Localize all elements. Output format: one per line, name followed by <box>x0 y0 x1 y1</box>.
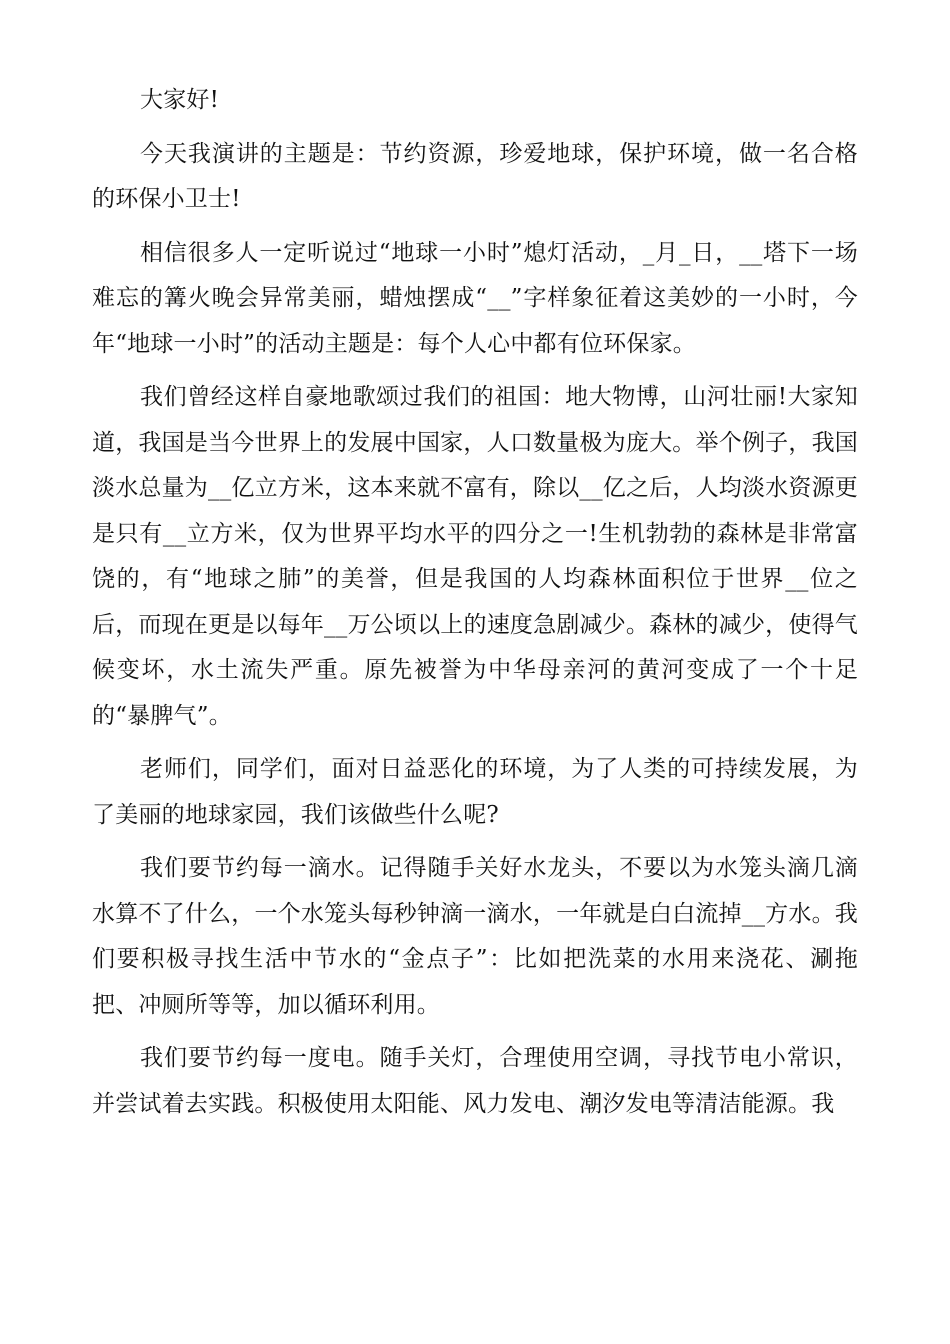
paragraph-greeting: 大家好! <box>140 87 220 113</box>
paragraph-resources: 我们曾经这样自豪地歌颂过我们的祖国：地大物博，山河壮丽!大家知道，我国是当今世界上的发展中国家，人口数量极为庞大。举个例子，我国淡水总量为__亿立方米，这本来就不富有，除以__亿之后，人均淡水资源更是只有__立方米，仅为世界平均水平的四分之一!生机勃勃的森林是非常富饶的，有“地球之肺”的美誉，但是我国的人均森林面积位于世界__位之后，而现在更是以每年__万公顷以上的速度急剧减少。森林的减少，使得气候变坏，水土流失严重。原先被誉为中华母亲河的黄河变成了一个十足的“暴脾气”。 <box>92 384 858 729</box>
paragraph-save-water: 我们要节约每一滴水。记得随手关好水龙头，不要以为水笼头滴几滴水算不了什么，一个水笼头每秒钟滴一滴水，一年就是白白流掉__方水。我们要积极寻找生活中节水的“金点子”：比如把洗菜的水用来浇花、涮拖把、冲厕所等等，加以循环利用。 <box>92 855 858 1018</box>
paragraph-earth-hour: 相信很多人一定听说过“地球一小时”熄灯活动，_月_日，__塔下一场难忘的篝火晚会异常美丽，蜡烛摆成“__”字样象征着这美妙的一小时，今年“地球一小时”的活动主题是：每个人心中都有位环保家。 <box>92 239 858 357</box>
document-body <box>92 78 858 1135</box>
paragraph-save-electricity: 我们要节约每一度电。随手关灯，合理使用空调，寻找节电小常识，并尝试着去实践。积极使用太阳能、风力发电、潮汐发电等清洁能源。我 <box>92 1045 858 1117</box>
paragraph-question: 老师们，同学们，面对日益恶化的环境，为了人类的可持续发展，为了美丽的地球家园，我们该做些什么呢? <box>92 756 858 828</box>
paragraph-topic: 今天我演讲的主题是：节约资源，珍爱地球，保护环境，做一名合格的环保小卫士! <box>92 140 858 212</box>
